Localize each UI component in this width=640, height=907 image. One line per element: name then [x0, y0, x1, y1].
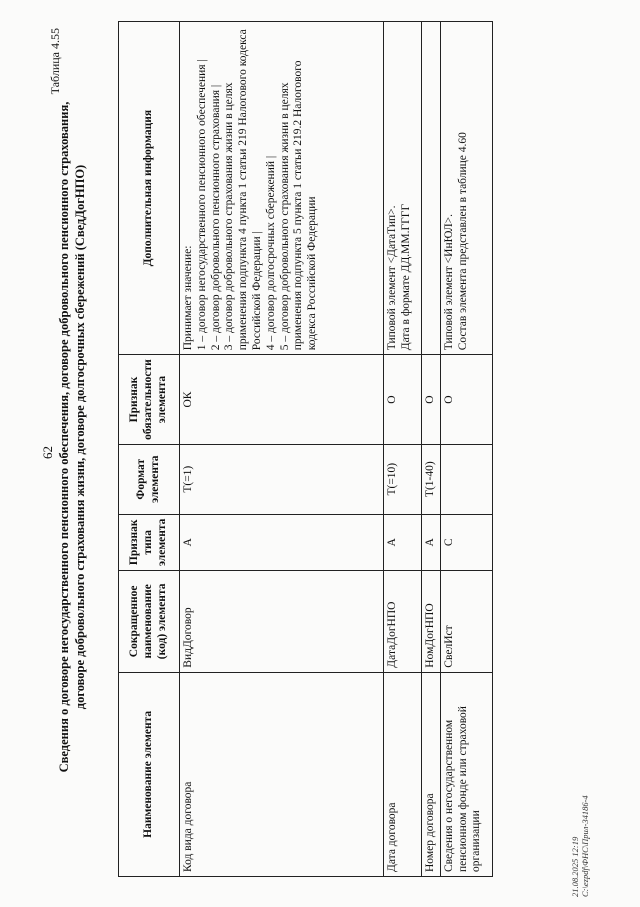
info-line: Дата в формате ДД.ММ.ГГГГ: [399, 203, 412, 351]
info-line: Принимает значение:: [182, 245, 194, 351]
cell-format: Т(=1): [180, 444, 384, 514]
cell-name: Сведения о негосударственном пенсионном фонде или страховой организации: [440, 672, 492, 876]
cell-required: ОК: [180, 355, 384, 445]
cell-format: [440, 444, 492, 514]
table-row: [180, 22, 384, 877]
cell-format: Т(1-40): [422, 444, 441, 514]
table-header-row: [119, 22, 180, 877]
info-line: 2 – договор добровольного пенсионного страхования |: [209, 84, 222, 351]
header-info: Дополнительная информация: [119, 22, 180, 355]
header-format: Формат элемента: [119, 444, 180, 514]
info-line: 5 – договор добровольного страхования жизни в целях применения подпункта 5 пункта 1 статьи 219.2 Налогового кодекса Российской Федерации: [278, 60, 319, 351]
header-type: Признак типа элемента: [119, 514, 180, 570]
cell-type: А: [384, 514, 422, 570]
info-line: Типовой элемент <ДатаТип>.: [386, 205, 398, 351]
cell-required: О: [440, 355, 492, 445]
cell-info: [180, 22, 384, 355]
cell-required: О: [384, 355, 422, 445]
cell-name: Код вида договора: [180, 672, 384, 876]
stamp-line: C:\ezpdf\ФНС\Прил-34186-4: [580, 795, 591, 897]
info-line: Типовой элемент <ИнЮЛ>.: [442, 213, 455, 351]
info-line: 1 – договор негосударственного пенсионного обеспечения |: [195, 59, 208, 351]
cell-type: С: [440, 514, 492, 570]
cell-short: ДатаДогНПО: [384, 571, 422, 673]
header-required: Признак обязательности элемента: [119, 355, 180, 445]
table-title: Сведения о договоре негосударственного пенсионного обеспечения, договоре добровольного пенсионного страхования, договоре добровольного страхования жизни, договоре долгосрочных сбережений (СведДогНПО): [57, 101, 87, 773]
stamp-line: 21.08.2025 12:19: [570, 836, 580, 897]
cell-short: СвелИст: [440, 571, 492, 673]
cell-info: [422, 22, 441, 355]
cell-info: [440, 22, 492, 355]
header-short: Сокращенное наименование (код) элемента: [119, 571, 180, 673]
table-row: [422, 22, 441, 877]
cell-short: ВидДоговор: [180, 571, 384, 673]
cell-format: Т(=10): [384, 444, 422, 514]
table-row: [440, 22, 492, 877]
table-row: [384, 22, 422, 877]
cell-type: А: [180, 514, 384, 570]
info-line: Состав элемента представлен в таблице 4.60: [456, 132, 469, 351]
cell-type: А: [422, 514, 441, 570]
header-name: Наименование элемента: [119, 672, 180, 876]
cell-name: Номер договора: [422, 672, 441, 876]
table-number: Таблица 4.55: [48, 28, 62, 95]
cell-info: [384, 22, 422, 355]
cell-short: НомДогНПО: [422, 571, 441, 673]
info-line: 3 – договор добровольного страхования жизни в целях применения подпункта 4 пункта 1 статьи 219 Налогового кодекса Российской Федерации |: [223, 29, 263, 351]
cell-required: О: [422, 355, 441, 445]
info-line: 4 – договор долгосрочных сбережений |: [264, 155, 277, 351]
elements-table: [118, 21, 493, 877]
page-number: 62: [40, 446, 55, 459]
print-stamp: [570, 795, 590, 897]
cell-name: Дата договора: [384, 672, 422, 876]
